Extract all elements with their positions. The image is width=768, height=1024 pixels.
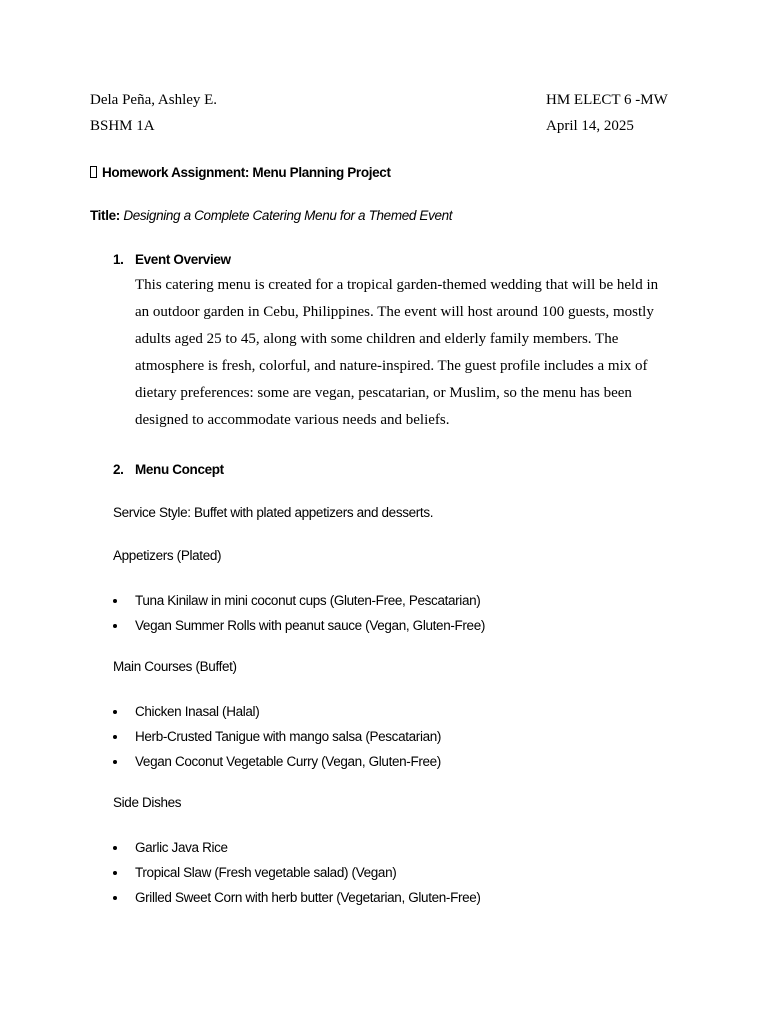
event-overview-paragraph: This catering menu is created for a tropical garden-themed wedding that will be held in an outdoor garden in Cebu, Philippines. The event will host around 100 guests, mostly adults aged 25 to 45, along with some children and elderly family members. The atmosphere is fresh, colorful, and nature-inspired. The guest profile includes a mix of dietary preferences: some are vegan, pescatarian, or Muslim, so the menu has been designed to accommodate various needs and beliefs. <box>135 277 659 428</box>
title-text: Designing a Complete Catering Menu for a Themed Event <box>123 208 453 223</box>
list-item-text: Grilled Sweet Corn with herb butter (Vegetarian, Gluten-Free) <box>135 890 481 905</box>
bullet-icon <box>113 710 117 714</box>
bullet-icon <box>113 760 117 764</box>
list-item <box>113 724 441 749</box>
list-item-text: Garlic Java Rice <box>135 840 228 855</box>
list-item <box>113 699 441 724</box>
title-label: Title: <box>90 208 120 223</box>
group-title-side-dishes: Side Dishes <box>113 795 182 810</box>
assignment-heading-text: Homework Assignment: Menu Planning Project <box>102 165 391 180</box>
bullet-icon <box>113 735 117 739</box>
list-item-text: Vegan Coconut Vegetable Curry (Vegan, Gluten-Free) <box>135 754 441 769</box>
list-item-text: Tropical Slaw (Fresh vegetable salad) (Vegan) <box>135 865 397 880</box>
section-1-number: 1. <box>113 252 124 267</box>
student-name: Dela Peña, Ashley E. <box>90 92 218 108</box>
section-2-number: 2. <box>113 462 124 477</box>
assignment-heading <box>90 165 391 180</box>
list-item <box>113 885 481 910</box>
list-item-text: Chicken Inasal (Halal) <box>135 704 260 719</box>
list-item-text: Tuna Kinilaw in mini coconut cups (Gluten-Free, Pescatarian) <box>135 593 481 608</box>
group-title-appetizers: Appetizers (Plated) <box>113 548 222 563</box>
list-item <box>113 860 481 885</box>
bullet-icon <box>113 599 117 603</box>
group-title-main-courses: Main Courses (Buffet) <box>113 659 237 674</box>
main-courses-list <box>113 699 441 774</box>
list-item-text: Vegan Summer Rolls with peanut sauce (Vegan, Gluten-Free) <box>135 618 485 633</box>
bullet-icon <box>113 896 117 900</box>
list-item <box>113 588 485 613</box>
student-section: BSHM 1A <box>90 118 155 134</box>
list-item <box>113 613 485 638</box>
bullet-icon <box>113 624 117 628</box>
missing-glyph-icon <box>90 166 97 178</box>
side-dishes-list <box>113 835 481 910</box>
list-item-text: Herb-Crusted Tanigue with mango salsa (Pescatarian) <box>135 729 442 744</box>
submission-date: April 14, 2025 <box>546 118 634 134</box>
appetizers-list <box>113 588 485 638</box>
section-1-heading: Event Overview <box>135 252 231 267</box>
bullet-icon <box>113 846 117 850</box>
bullet-icon <box>113 871 117 875</box>
list-item <box>113 749 441 774</box>
course-code: HM ELECT 6 -MW <box>546 92 668 108</box>
service-style: Service Style: Buffet with plated appetizers and desserts. <box>113 505 434 520</box>
list-item <box>113 835 481 860</box>
assignment-title <box>90 208 452 223</box>
section-2-heading: Menu Concept <box>135 462 224 477</box>
